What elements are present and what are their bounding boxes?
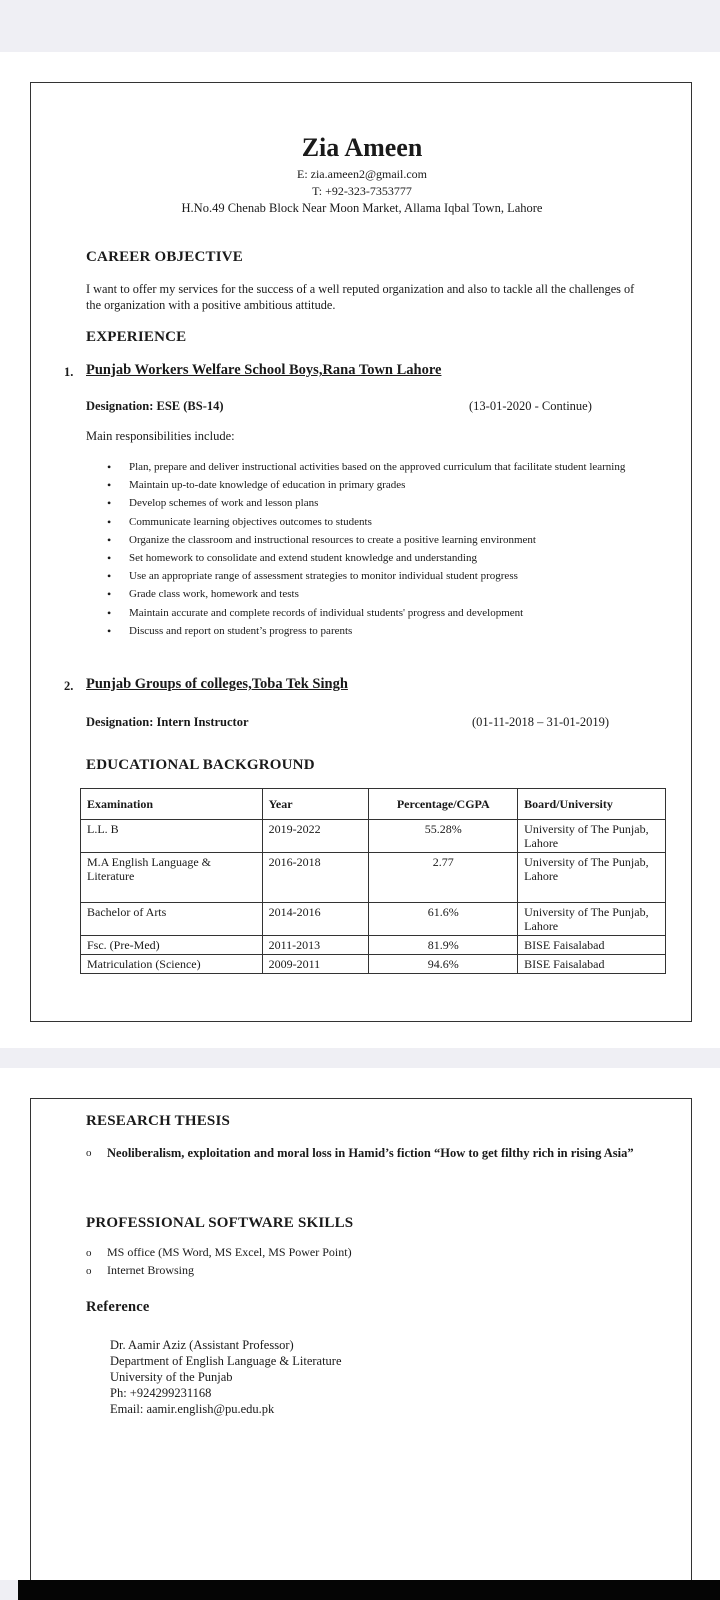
career-objective-heading: CAREER OBJECTIVE xyxy=(86,249,243,265)
job-2-number: 2. xyxy=(64,679,74,693)
table-cell: 2.77 xyxy=(369,853,518,903)
reference-university: University of the Punjab xyxy=(110,1370,233,1384)
job-1-number: 1. xyxy=(64,365,74,379)
skills-heading: PROFESSIONAL SOFTWARE SKILLS xyxy=(86,1215,354,1231)
table-row xyxy=(81,853,666,903)
list-item: • Develop schemes of work and lesson plans xyxy=(107,496,667,510)
contact-address: H.No.49 Chenab Block Near Moon Market, Allama Iqbal Town, Lahore xyxy=(181,201,543,215)
list-item: • Use an appropriate range of assessment strategies to monitor individual student progress xyxy=(107,569,667,583)
table-cell: BISE Faisalabad xyxy=(518,936,666,955)
table-cell: BISE Faisalabad xyxy=(518,955,666,974)
skill-item: Internet Browsing xyxy=(107,1263,194,1277)
table-cell: 55.28% xyxy=(369,820,518,853)
job-1-title: Punjab Workers Welfare School Boys,Rana Town Lahore xyxy=(86,362,442,378)
reference-phone: Ph: +924299231168 xyxy=(110,1386,212,1400)
list-item: • Communicate learning objectives outcomes to students xyxy=(107,515,667,529)
job-1-designation: Designation: ESE (BS-14) xyxy=(86,399,224,413)
research-bullet: o xyxy=(86,1147,92,1159)
resume-page-2 xyxy=(30,1098,692,1598)
reference-department: Department of English Language & Literature xyxy=(110,1354,342,1368)
table-cell: M.A English Language & Literature xyxy=(81,853,263,903)
education-table xyxy=(80,788,666,974)
table-cell: 61.6% xyxy=(369,903,518,936)
career-objective-text: I want to offer my services for the success of a well reputed organization and also to tackle all the challenges of the organization with a positive ambitious attitude. xyxy=(86,282,635,312)
education-heading: EDUCATIONAL BACKGROUND xyxy=(86,757,315,773)
column-header: Year xyxy=(262,789,369,820)
list-item: • Organize the classroom and instructional resources to create a positive learning environment xyxy=(107,533,667,547)
table-cell: 2011-2013 xyxy=(262,936,369,955)
table-cell: Matriculation (Science) xyxy=(81,955,263,974)
job-2-designation: Designation: Intern Instructor xyxy=(86,715,249,729)
reference-email: Email: aamir.english@pu.edu.pk xyxy=(110,1402,275,1416)
skills-bullet: o xyxy=(86,1247,92,1259)
reference-name: Dr. Aamir Aziz (Assistant Professor) xyxy=(110,1338,294,1352)
research-heading: RESEARCH THESIS xyxy=(86,1113,231,1129)
list-item: • Maintain accurate and complete records of individual students' progress and development xyxy=(107,606,667,620)
skill-item: MS office (MS Word, MS Excel, MS Power Point) xyxy=(107,1245,352,1259)
reference-heading: Reference xyxy=(86,1299,150,1315)
table-cell: 2009-2011 xyxy=(262,955,369,974)
table-cell: 2016-2018 xyxy=(262,853,369,903)
job-1-dates: (13-01-2020 - Continue) xyxy=(469,399,592,413)
table-cell: University of The Punjab, Lahore xyxy=(518,820,666,853)
list-item: • Grade class work, homework and tests xyxy=(107,587,667,601)
candidate-name: Zia Ameen xyxy=(301,133,423,162)
experience-heading: EXPERIENCE xyxy=(86,329,187,345)
table-cell: 2019-2022 xyxy=(262,820,369,853)
contact-email: E: zia.ameen2@gmail.com xyxy=(296,167,427,181)
table-row xyxy=(81,820,666,853)
table-cell: Fsc. (Pre-Med) xyxy=(81,936,263,955)
list-item: • Maintain up-to-date knowledge of education in primary grades xyxy=(107,478,667,492)
resume-page-1 xyxy=(30,82,692,1022)
table-cell: Bachelor of Arts xyxy=(81,903,263,936)
job-1-responsibilities xyxy=(107,460,667,642)
column-header: Percentage/CGPA xyxy=(369,789,518,820)
table-header-row xyxy=(81,789,666,820)
table-cell: 94.6% xyxy=(369,955,518,974)
table-row xyxy=(81,955,666,974)
table-cell: L.L. B xyxy=(81,820,263,853)
list-item: • Plan, prepare and deliver instructional activities based on the approved curriculum that facilitate student learning xyxy=(107,460,667,474)
table-row xyxy=(81,936,666,955)
table-cell: 81.9% xyxy=(369,936,518,955)
column-header: Board/University xyxy=(518,789,666,820)
table-row xyxy=(81,903,666,936)
skills-bullet: o xyxy=(86,1265,92,1277)
contact-phone: T: +92-323-7353777 xyxy=(312,184,412,198)
list-item: • Set homework to consolidate and extend student knowledge and understanding xyxy=(107,551,667,565)
list-item: • Discuss and report on student’s progress to parents xyxy=(107,624,667,638)
job-2-title: Punjab Groups of colleges,Toba Tek Singh xyxy=(86,676,348,692)
research-thesis-item: Neoliberalism, exploitation and moral loss in Hamid’s fiction “How to get filthy rich in rising Asia” xyxy=(107,1146,634,1160)
job-1-intro: Main responsibilities include: xyxy=(86,429,235,443)
table-cell: University of The Punjab, Lahore xyxy=(518,903,666,936)
column-header: Examination xyxy=(81,789,263,820)
table-cell: University of The Punjab, Lahore xyxy=(518,853,666,903)
table-cell: 2014-2016 xyxy=(262,903,369,936)
bottom-bar xyxy=(18,1580,720,1600)
job-2-dates: (01-11-2018 – 31-01-2019) xyxy=(472,715,610,729)
